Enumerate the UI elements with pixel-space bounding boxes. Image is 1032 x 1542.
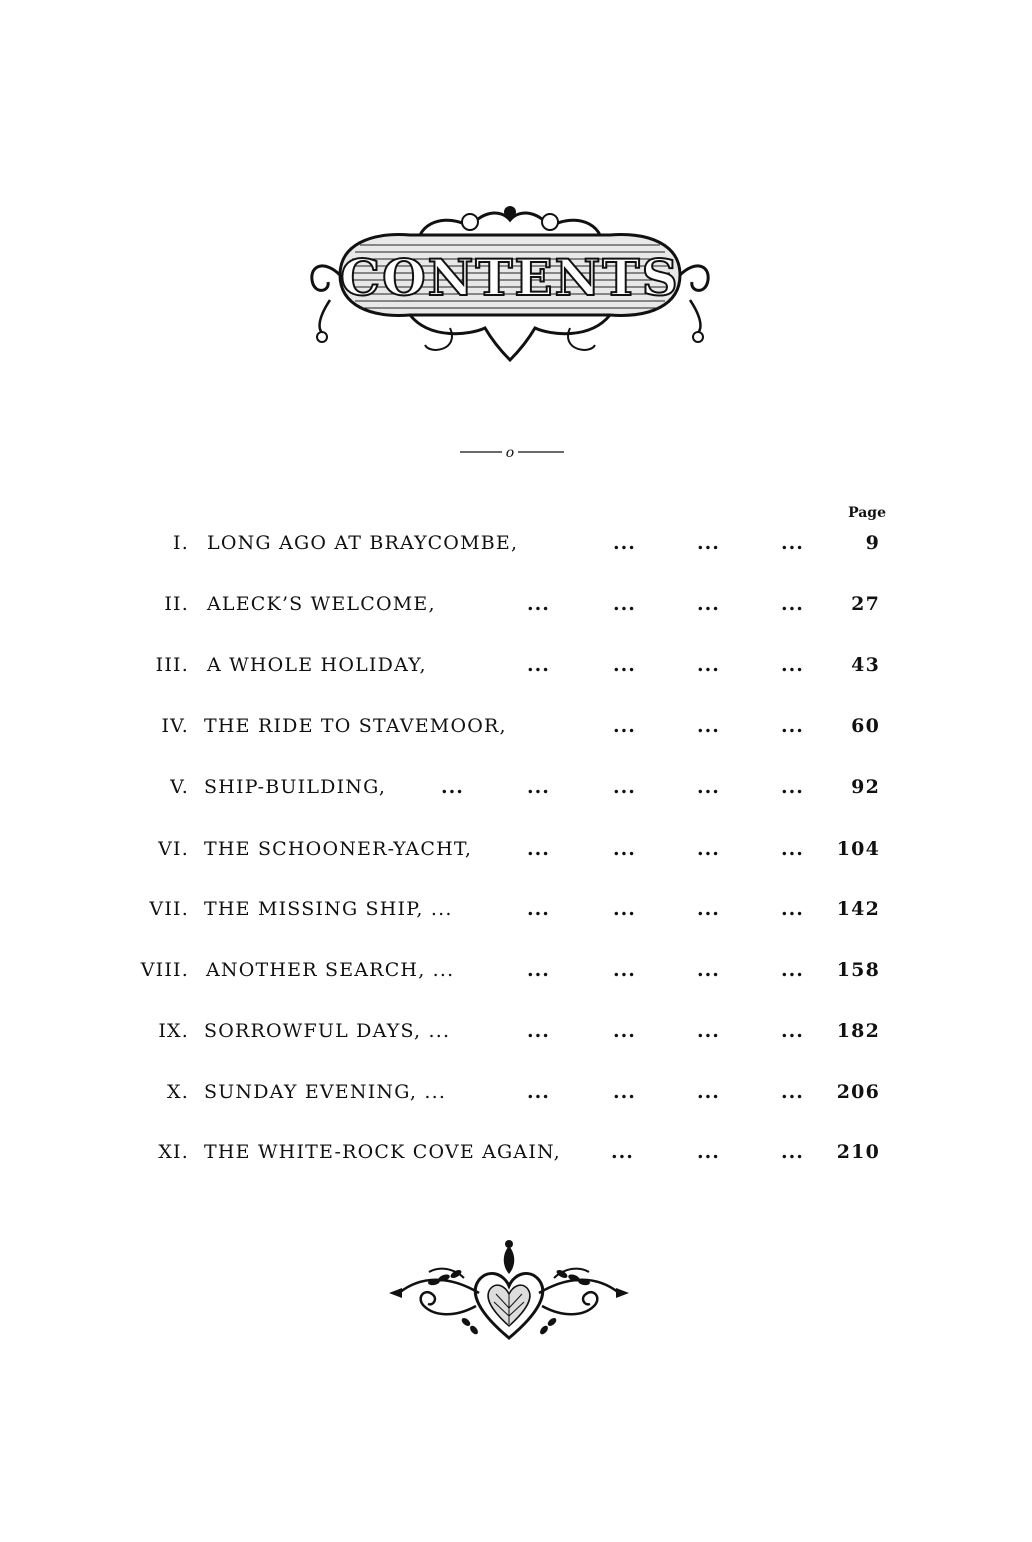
chapter-title: SHIP-BUILDING, <box>204 776 387 798</box>
contents-header-ornament <box>300 200 720 370</box>
dot-leader: ... <box>781 838 804 860</box>
dot-leader: ... <box>697 959 720 981</box>
page-column-label: Page <box>848 505 886 521</box>
toc-row <box>0 1020 1032 1050</box>
dot-leader: ... <box>781 715 804 737</box>
footer-ornament <box>384 1238 634 1346</box>
dot-leader: ... <box>697 593 720 615</box>
dot-leader: ... <box>697 1020 720 1042</box>
dot-leader: ... <box>781 1141 804 1163</box>
dot-leader: ... <box>527 654 550 676</box>
dot-leader: ... <box>613 776 636 798</box>
dot-leader: ... <box>527 959 550 981</box>
chapter-title: THE MISSING SHIP, ... <box>204 898 453 920</box>
dot-leader: ... <box>527 1020 550 1042</box>
chapter-title: A WHOLE HOLIDAY, <box>207 654 427 676</box>
chapter-number: X. <box>167 1081 189 1103</box>
heart-ornament-icon <box>384 1238 634 1346</box>
dot-leader: ... <box>697 776 720 798</box>
page-number: 104 <box>836 838 880 860</box>
page-number: 60 <box>851 715 880 737</box>
chapter-number: IX. <box>158 1020 189 1042</box>
dot-leader: ... <box>613 898 636 920</box>
dot-leader: ... <box>781 776 804 798</box>
page-number: 206 <box>836 1081 880 1103</box>
dot-leader: ... <box>697 1081 720 1103</box>
dot-leader: ... <box>527 776 550 798</box>
chapter-title: ALECK’S WELCOME, <box>207 593 436 615</box>
page-number: 142 <box>836 898 880 920</box>
chapter-number: VIII. <box>140 959 189 981</box>
chapter-title: THE RIDE TO STAVEMOOR, <box>204 715 507 737</box>
dot-leader: ... <box>781 1081 804 1103</box>
chapter-number: VII. <box>149 898 189 920</box>
dot-leader: ... <box>613 654 636 676</box>
dot-leader: ... <box>613 838 636 860</box>
dot-leader: ... <box>613 1081 636 1103</box>
dot-leader: ... <box>697 1141 720 1163</box>
page-number: 92 <box>851 776 880 798</box>
chapter-title: THE SCHOONER-YACHT, <box>204 838 473 860</box>
dot-leader: ... <box>527 593 550 615</box>
contents-title: CONTENTS <box>340 248 680 307</box>
toc-row <box>0 776 1032 806</box>
chapter-number: IV. <box>161 715 189 737</box>
dot-leader: ... <box>697 898 720 920</box>
toc-row <box>0 593 1032 623</box>
toc-row <box>0 1081 1032 1111</box>
dot-leader: ... <box>781 593 804 615</box>
dot-leader: ... <box>527 838 550 860</box>
dot-leader: ... <box>697 654 720 676</box>
toc-row <box>0 715 1032 745</box>
dot-leader: ... <box>441 776 464 798</box>
dot-leader: ... <box>781 898 804 920</box>
dot-leader: ... <box>613 1020 636 1042</box>
chapter-number: II. <box>164 593 189 615</box>
dot-leader: ... <box>697 838 720 860</box>
chapter-title: ANOTHER SEARCH, ... <box>206 959 455 981</box>
toc-row <box>0 838 1032 868</box>
page-number: 158 <box>836 959 880 981</box>
chapter-title: SUNDAY EVENING, ... <box>204 1081 447 1103</box>
chapter-number: XI. <box>158 1141 189 1163</box>
page-number: 182 <box>836 1020 880 1042</box>
dot-leader: ... <box>781 1020 804 1042</box>
chapter-number: I. <box>173 532 189 554</box>
page-number: 27 <box>851 593 880 615</box>
dot-leader: ... <box>613 959 636 981</box>
dot-leader: ... <box>527 1081 550 1103</box>
dot-leader: ... <box>611 1141 634 1163</box>
chapter-number: VI. <box>158 838 189 860</box>
dot-leader: ... <box>697 715 720 737</box>
dot-leader: ... <box>781 532 804 554</box>
chapter-number: V. <box>170 776 189 798</box>
dot-leader: ... <box>697 532 720 554</box>
chapter-number: III. <box>155 654 189 676</box>
chapter-title: THE WHITE-ROCK COVE AGAIN, <box>204 1141 561 1163</box>
toc-row <box>0 654 1032 684</box>
dot-leader: ... <box>781 654 804 676</box>
toc-row <box>0 532 1032 562</box>
ornament-cartouche-icon <box>300 200 720 370</box>
dot-leader: ... <box>527 898 550 920</box>
page-number: 43 <box>851 654 880 676</box>
page-number: 210 <box>836 1141 880 1163</box>
toc-row <box>0 959 1032 989</box>
dot-leader: ... <box>613 532 636 554</box>
dot-leader: ... <box>613 715 636 737</box>
section-divider <box>460 443 564 461</box>
dot-leader: ... <box>613 593 636 615</box>
chapter-title: LONG AGO AT BRAYCOMBE, <box>207 532 519 554</box>
page-number: 9 <box>865 532 880 554</box>
dot-leader: ... <box>781 959 804 981</box>
chapter-title: SORROWFUL DAYS, ... <box>204 1020 451 1042</box>
toc-row <box>0 898 1032 928</box>
toc-row <box>0 1141 1032 1171</box>
divider-glyph: o <box>505 445 515 461</box>
